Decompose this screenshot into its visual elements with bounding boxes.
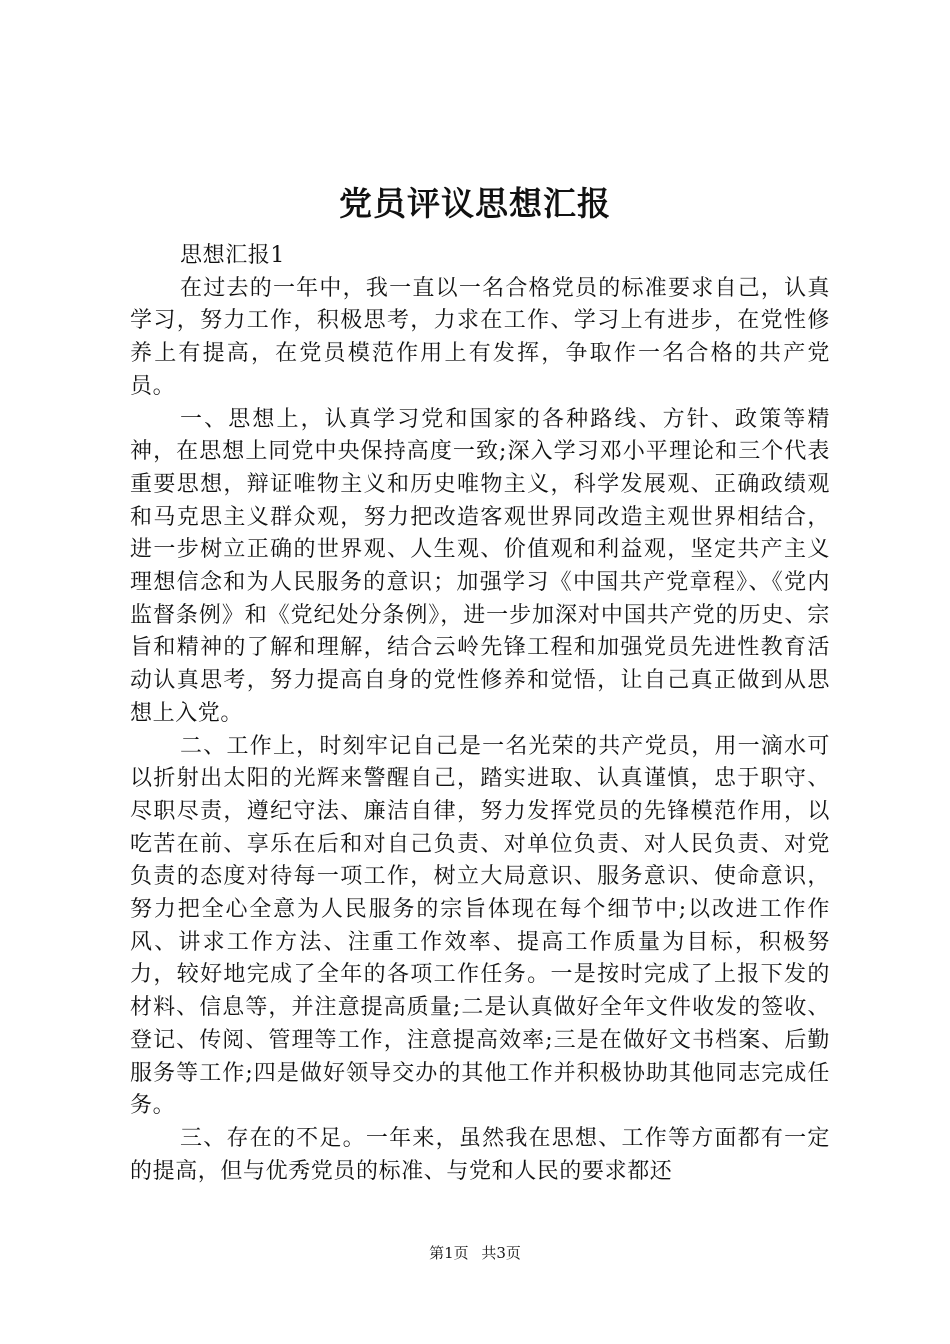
document-title: 党员评议思想汇报	[339, 184, 611, 223]
page-number-current: 第1页	[429, 1244, 469, 1262]
paragraph-shortcomings: 三、存在的不足。一年来，虽然我在思想、工作等方面都有一定的提高，但与优秀党员的标准、与党和人民的要求都还	[130, 1125, 830, 1184]
subheading-report-1: 思想汇报1	[180, 243, 285, 268]
document-body	[130, 240, 830, 1188]
paragraph-intro: 在过去的一年中，我一直以一名合格党员的标准要求自己，认真学习，努力工作，积极思考，力求在工作、学习上有进步，在党性修养上有提高，在党员模范作用上有发挥，争取作一名合格的共产党员。	[130, 275, 830, 399]
paragraph-ideology: 一、思想上，认真学习党和国家的各种路线、方针、政策等精神，在思想上同党中央保持高度一致;深入学习邓小平理论和三个代表重要思想，辩证唯物主义和历史唯物主义，科学发展观、正确政绩观和马克思主义群众观，努力把改造客观世界同改造主观世界相结合，进一步树立正确的世界观、人生观、价值观和利益观，坚定共产主义理想信念和为人民服务的意识；加强学习《中国共产党章程》、《党内监督条例》和《党纪处分条例》，进一步加深对中国共产党的历史、宗旨和精神的了解和理解，结合云岭先锋工程和加强党员先进性教育活动认真思考，努力提高自身的党性修养和觉悟，让自己真正做到从思想上入党。	[130, 406, 830, 726]
paragraph-work: 二、工作上，时刻牢记自己是一名光荣的共产党员，用一滴水可以折射出太阳的光辉来警醒自己，踏实进取、认真谨慎，忠于职守、尽职尽责，遵纪守法、廉洁自律，努力发挥党员的先锋模范作用，以吃苦在前、享乐在后和对自己负责、对单位负责、对人民负责、对党负责的态度对待每一项工作，树立大局意识、服务意识、使命意识，努力把全心全意为人民服务的宗旨体现在每个细节中;以改进工作作风、讲求工作方法、注重工作效率、提高工作质量为目标，积极努力，较好地完成了全年的各项工作任务。一是按时完成了上报下发的材料、信息等，并注意提高质量;二是认真做好全年文件收发的签收、登记、传阅、管理等工作，注意提高效率;三是在做好文书档案、后勤服务等工作;四是做好领导交办的其他工作并积极协助其他同志完成任务。	[130, 733, 830, 1119]
page-footer	[0, 1242, 950, 1263]
page-number-total: 共3页	[481, 1244, 521, 1262]
